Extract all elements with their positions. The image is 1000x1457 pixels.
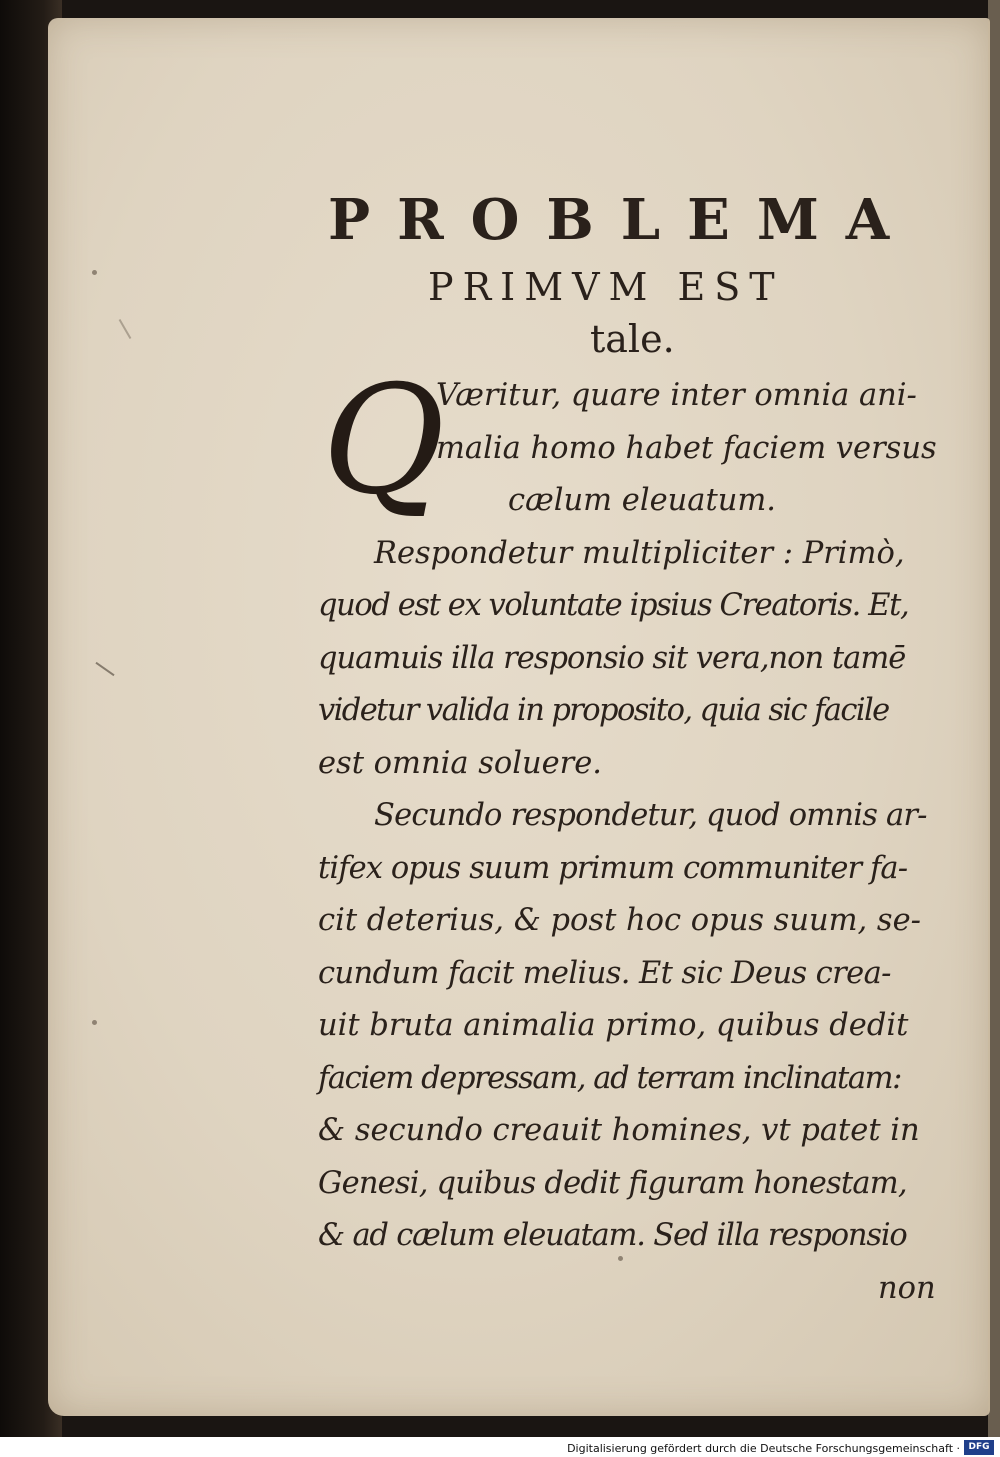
paper-speck xyxy=(92,1020,97,1025)
text-line: Væritur, quare inter omnia ani- xyxy=(436,378,917,413)
text-line: & secundo creauit homines, vt patet in xyxy=(318,1113,920,1148)
text-line: cit deterius, & post hoc opus suum, se- xyxy=(318,903,921,938)
text-line: tifex opus suum primum communiter fa- xyxy=(318,850,908,886)
footer-bar xyxy=(0,1437,1000,1457)
text-line: Respondetur multipliciter : Primò, xyxy=(374,535,905,571)
body-text xyxy=(318,354,968,1315)
drop-cap-letter: Q xyxy=(322,354,445,528)
text-line: Genesi, quibus dedit figuram honestam, xyxy=(318,1165,907,1201)
funding-credit: Digitalisierung gefördert durch die Deutsche Forschungsgemeinschaft · xyxy=(567,1442,960,1455)
text-line: quod est ex voluntate ipsius Creatoris. Et, xyxy=(318,588,909,623)
text-line: cælum eleuatum. xyxy=(508,483,776,518)
text-line: cundum facit melius. Et sic Deus crea- xyxy=(318,955,891,991)
page-text xyxy=(318,178,968,1315)
heading-tale: tale. xyxy=(590,317,675,361)
text-line: faciem depressam, ad terram inclinatam: xyxy=(318,1060,902,1096)
paper-scratch xyxy=(119,319,132,339)
text-line: est omnia soluere. xyxy=(318,745,603,781)
text-line: quamuis illa responsio sit vera,non tamē xyxy=(318,640,906,676)
catchword: non xyxy=(878,1270,936,1306)
heading-problema: PROBLEMA xyxy=(328,187,917,253)
text-line: Secundo respondetur, quod omnis ar- xyxy=(374,798,927,833)
text-line: & ad cælum eleuatam. Sed illa responsio xyxy=(318,1218,907,1253)
text-line: malia homo habet faciem versus xyxy=(436,430,937,466)
page-edge xyxy=(988,0,1000,1437)
heading-primum-est: PRIMVM EST xyxy=(428,265,784,309)
paper-scratch xyxy=(95,662,114,676)
dfg-logo: DFG xyxy=(964,1440,994,1455)
paper-speck xyxy=(92,270,97,275)
text-line: videtur valida in proposito, quia sic facile xyxy=(318,693,889,728)
text-line: uit bruta animalia primo, quibus dedit xyxy=(318,1008,909,1043)
